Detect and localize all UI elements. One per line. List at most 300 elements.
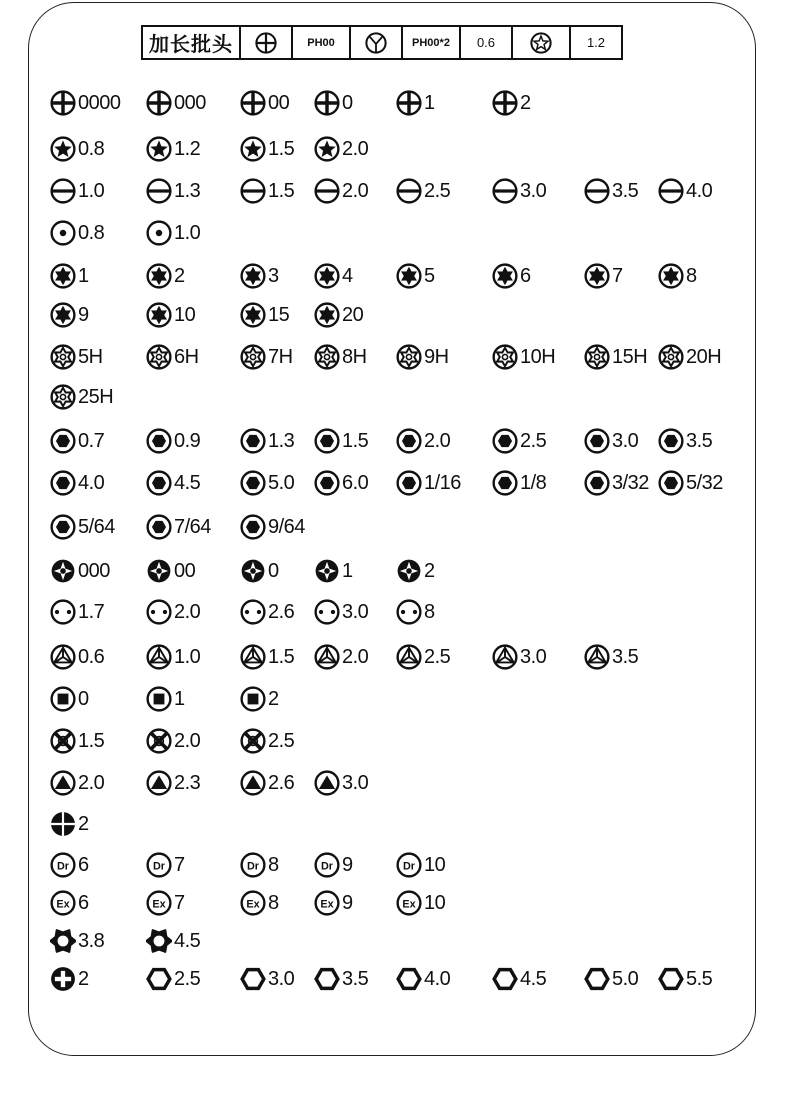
pentalobe-star-icon [50,136,76,162]
bit-size-label: 9 [342,853,353,876]
bit-size-item [50,382,113,412]
bit-size-item [396,850,445,880]
spanner-icon [396,599,422,625]
bit-size-label: 4.5 [174,471,201,494]
bit-size-label: 0.9 [174,429,201,452]
bit-size-label: 5/64 [78,515,115,538]
card-frame [28,2,756,1056]
bit-size-item [658,176,712,206]
bit-size-label: 0.6 [78,645,105,668]
bit-size-item [314,176,368,206]
bit-size-item [240,426,294,456]
ex-icon [314,890,340,916]
svg-text:Dr: Dr [246,860,260,873]
bit-size-item [396,342,449,372]
extension-table-label: 1.2 [586,35,606,50]
bit-size-item [50,512,115,542]
pentalobe-star-icon [240,136,266,162]
bit-size-label: 2.6 [268,771,295,794]
bit-size-label: 00 [268,91,290,114]
bit-size-label: 1.3 [268,429,295,452]
ex-icon [50,890,76,916]
bit-size-label: 00 [174,559,196,582]
hex-icon [658,470,684,496]
bit-size-label: 8 [268,891,279,914]
bit-size-label: 2.0 [424,429,451,452]
bit-size-item [396,468,461,498]
bit-size-label: 3.5 [686,429,713,452]
bit-size-label: 3.5 [612,179,639,202]
x-cross-icon [50,728,76,754]
bit-size-item [658,342,721,372]
bit-size-item [314,850,353,880]
bit-size-label: 9 [78,303,89,326]
bit-size-item [146,300,195,330]
bit-size-item [396,888,445,918]
bit-size-item [146,850,185,880]
svg-text:Dr: Dr [402,860,416,873]
bit-size-item [492,342,555,372]
triangle-icon [50,770,76,796]
bit-size-label: 2 [78,967,89,990]
bit-size-item [396,642,450,672]
bit-size-item [240,768,294,798]
bit-size-item [50,426,104,456]
hex-icon [50,470,76,496]
hex-icon [492,470,518,496]
bit-size-label: 5 [424,264,435,287]
bit-size-item [396,426,450,456]
cross-lobe-icon [314,558,340,584]
extension-table-cell [569,27,621,58]
slotted-icon [314,178,340,204]
bit-size-item [314,556,353,586]
bit-size-item [146,964,200,994]
bit-size-label: 1.3 [174,179,201,202]
bit-size-item [50,926,104,956]
slotted-icon [396,178,422,204]
bit-size-label: 3.8 [78,929,105,952]
bit-size-label: 7/64 [174,515,211,538]
bit-size-label: 1.0 [174,645,201,668]
bit-size-item [314,597,368,627]
bit-size-item [584,426,638,456]
spanner-icon [146,599,172,625]
tri-wing-icon [240,644,266,670]
hex-icon [584,428,610,454]
cross-lobe-icon [50,558,76,584]
bit-size-item [658,468,723,498]
torx-icon [50,263,76,289]
bit-size-item [240,556,279,586]
bit-size-label: 0.7 [78,429,105,452]
bit-size-label: 2.5 [424,645,451,668]
slotted-icon [658,178,684,204]
bit-size-item [146,468,200,498]
ex-icon [240,890,266,916]
extension-table-label: 0.6 [476,35,496,50]
hex-icon [396,428,422,454]
phillips-icon [314,90,340,116]
spanner-icon [50,599,76,625]
hex-icon [240,428,266,454]
bit-size-item [314,261,353,291]
hexagon-outline-icon [584,966,610,992]
bit-size-item [314,964,368,994]
bit-size-item [584,964,638,994]
bit-size-item [50,684,89,714]
bit-size-label: 2.0 [342,137,369,160]
bit-size-item [240,88,289,118]
bit-size-item [240,300,289,330]
bit-size-item [314,468,368,498]
bit-size-item [314,300,363,330]
bit-size-label: 4.5 [174,929,201,952]
bit-size-label: 1/16 [424,471,461,494]
bit-size-label: 3.0 [612,429,639,452]
bit-size-item [50,218,104,248]
solid-cross-icon [50,811,76,837]
bit-size-item [146,261,185,291]
bit-size-label: 2.6 [268,600,295,623]
hex-icon [658,428,684,454]
phillips-icon [50,90,76,116]
bit-size-item [50,888,89,918]
ex-icon [146,890,172,916]
svg-text:Ex: Ex [246,898,260,911]
security-torx-icon [50,344,76,370]
square-icon [146,686,172,712]
bit-size-label: 2 [268,687,279,710]
svg-text:Ex: Ex [56,898,70,911]
hexagon-outline-icon [396,966,422,992]
bit-size-item [658,261,697,291]
bit-size-item [146,888,185,918]
gear-star-icon [50,928,76,954]
bit-size-label: 2.0 [342,179,369,202]
bit-size-item [50,88,121,118]
torx-icon [240,302,266,328]
bit-size-item [146,768,200,798]
dr-icon [396,852,422,878]
bit-size-label: 0000 [78,91,121,114]
bit-size-label: 1 [78,264,89,287]
bit-size-item [50,342,103,372]
bit-size-label: 2 [424,559,435,582]
hex-icon [50,514,76,540]
tri-wing-icon [146,644,172,670]
bit-size-label: 9H [424,345,449,368]
svg-text:Ex: Ex [402,898,416,911]
slotted-icon [146,178,172,204]
bit-size-label: 4.0 [78,471,105,494]
bit-size-item [146,642,200,672]
bit-size-item [50,642,104,672]
bit-size-item [240,642,294,672]
torx-icon [658,263,684,289]
bit-size-label: 4.0 [424,967,451,990]
bit-size-label: 1 [174,687,185,710]
hex-icon [50,428,76,454]
bit-size-item [396,597,435,627]
bit-size-label: 6 [78,891,89,914]
hex-icon [240,514,266,540]
bit-size-item [50,176,104,206]
bit-size-item [492,88,531,118]
bit-size-item [314,642,368,672]
bit-size-label: 1.7 [78,600,105,623]
bit-size-label: 15 [268,303,290,326]
slotted-icon [584,178,610,204]
torx-icon [146,263,172,289]
bit-size-label: 8 [686,264,697,287]
bit-size-label: 3.5 [342,967,369,990]
bit-size-label: 10 [174,303,196,326]
x-cross-icon [146,728,172,754]
bit-size-label: 15H [612,345,648,368]
svg-text:Dr: Dr [56,860,70,873]
torx-icon [314,302,340,328]
bit-size-label: 1/8 [520,471,547,494]
bit-size-label: 10H [520,345,556,368]
bit-size-label: 2.0 [174,600,201,623]
bit-size-item [240,726,294,756]
bit-size-label: 3.0 [342,600,369,623]
bit-size-label: 8 [268,853,279,876]
hex-icon [492,428,518,454]
bit-size-item [50,300,89,330]
pentalobe-star-icon [146,136,172,162]
bit-size-item [240,261,279,291]
torx-icon [396,263,422,289]
bit-size-item [240,468,294,498]
security-torx-icon [240,344,266,370]
bit-size-label: 5.5 [686,967,713,990]
bit-size-item [584,176,638,206]
bit-size-label: 0.8 [78,137,105,160]
bit-size-item [240,176,294,206]
bit-size-item [146,556,195,586]
bit-size-label: 3.0 [268,967,295,990]
torx-icon [146,302,172,328]
hex-icon [240,470,266,496]
torx-icon [314,263,340,289]
slotted-icon [50,178,76,204]
triangle-icon [314,770,340,796]
bit-size-item [50,850,89,880]
bit-size-item [146,726,200,756]
bit-size-item [396,261,435,291]
phillips-icon [240,90,266,116]
bit-size-label: 3.0 [520,179,547,202]
bit-size-item [396,88,435,118]
extension-table-label: PH00*2 [412,36,450,49]
gear-star-icon [146,928,172,954]
bit-size-label: 5/32 [686,471,723,494]
cross-lobe-icon [396,558,422,584]
bit-size-item [50,468,104,498]
extension-table-label: PH00 [307,36,335,49]
bit-size-item [146,426,200,456]
torx-icon [240,263,266,289]
extension-table-title: 加长批头 [149,34,233,56]
bit-size-label: 6 [78,853,89,876]
square-icon [240,686,266,712]
hexagon-outline-icon [658,966,684,992]
star-circle-icon [530,32,552,54]
hex-icon [314,428,340,454]
bit-size-label: 0 [342,91,353,114]
bit-size-label: 2 [78,812,89,835]
bit-size-label: 8 [424,600,435,623]
bit-size-label: 20 [342,303,364,326]
bit-size-item [240,888,279,918]
bit-size-item [314,88,353,118]
bit-size-label: 7 [174,891,185,914]
tri-wing-icon [584,644,610,670]
bit-size-item [492,468,546,498]
bit-size-item [50,964,89,994]
bit-size-item [240,342,293,372]
bit-size-label: 2.5 [174,967,201,990]
bit-size-item [314,768,368,798]
hex-icon [146,514,172,540]
bit-size-label: 3 [268,264,279,287]
bit-size-item [146,218,200,248]
bit-size-item [396,964,450,994]
bit-size-item [240,850,279,880]
pentalobe-star-icon [314,136,340,162]
bit-size-item [50,809,89,839]
bit-size-item [492,261,531,291]
bit-size-label: 3/32 [612,471,649,494]
tri-wing-icon [50,644,76,670]
tri-wing-icon [492,644,518,670]
bit-size-item [50,134,104,164]
slotted-icon [492,178,518,204]
bit-size-item [314,888,353,918]
bit-size-item [146,342,199,372]
tri-wing-y-icon [365,32,387,54]
x-cross-icon [240,728,266,754]
bit-size-label: 1.5 [268,179,295,202]
bit-size-item [50,726,104,756]
bit-size-item [492,176,546,206]
bit-size-label: 1.2 [174,137,201,160]
hexagon-outline-icon [492,966,518,992]
phillips-circle-icon [255,32,277,54]
svg-text:Ex: Ex [320,898,334,911]
bit-size-item [314,426,368,456]
hex-icon [396,470,422,496]
bit-size-label: 0 [78,687,89,710]
bit-size-label: 1.5 [268,137,295,160]
tri-wing-icon [314,644,340,670]
bit-size-label: 3.0 [342,771,369,794]
bit-size-label: 2.5 [268,729,295,752]
tri-wing-icon [396,644,422,670]
triangle-icon [146,770,172,796]
bit-size-item [50,556,110,586]
bit-size-label: 000 [78,559,110,582]
bit-size-label: 1.0 [174,221,201,244]
bit-size-item [240,684,279,714]
bit-size-label: 7 [612,264,623,287]
bit-size-item [240,964,294,994]
bit-size-label: 4.0 [686,179,713,202]
triangle-icon [240,770,266,796]
bit-size-item [50,261,89,291]
bit-size-item [492,964,546,994]
bit-size-label: 1 [424,91,435,114]
bit-size-label: 2 [520,91,531,114]
hexagon-outline-icon [146,966,172,992]
pin-dot-icon [50,220,76,246]
bit-size-item [584,642,638,672]
spanner-icon [240,599,266,625]
bit-size-item [146,926,200,956]
bit-size-item [240,134,294,164]
bit-size-item [146,684,185,714]
bit-size-label: 4 [342,264,353,287]
extension-table-cell [511,27,569,58]
bit-size-item [396,176,450,206]
bit-size-label: 3.5 [612,645,639,668]
extension-table-cell [459,27,511,58]
bit-size-label: 10 [424,891,446,914]
bit-size-item [584,468,649,498]
bit-size-label: 9/64 [268,515,305,538]
bit-size-label: 6 [520,264,531,287]
bit-size-label: 000 [174,91,206,114]
bit-size-label: 0 [268,559,279,582]
bit-size-item [146,512,211,542]
hex-icon [314,470,340,496]
bit-size-item [240,512,305,542]
bit-size-item [240,597,294,627]
hex-icon [146,428,172,454]
bit-size-item [492,642,546,672]
bit-size-item [50,768,104,798]
bit-size-label: 1.5 [78,729,105,752]
bit-size-item [584,261,623,291]
bit-size-label: 9 [342,891,353,914]
bit-size-label: 1 [342,559,353,582]
hexagon-outline-icon [314,966,340,992]
cross-lobe-icon [146,558,172,584]
bit-size-item [146,88,206,118]
bit-size-label: 0.8 [78,221,105,244]
security-torx-icon [146,344,172,370]
dr-icon [240,852,266,878]
bit-size-label: 7 [174,853,185,876]
bit-size-label: 20H [686,345,722,368]
pin-dot-icon [146,220,172,246]
bit-size-item [658,426,712,456]
security-torx-icon [492,344,518,370]
security-torx-icon [584,344,610,370]
security-torx-icon [658,344,684,370]
bit-size-label: 25H [78,385,114,408]
bit-size-label: 1.5 [268,645,295,668]
extension-table-cell [291,27,349,58]
bit-size-item [658,964,712,994]
svg-text:Dr: Dr [320,860,334,873]
security-torx-icon [50,384,76,410]
dr-icon [50,852,76,878]
ex-icon [396,890,422,916]
security-torx-icon [396,344,422,370]
